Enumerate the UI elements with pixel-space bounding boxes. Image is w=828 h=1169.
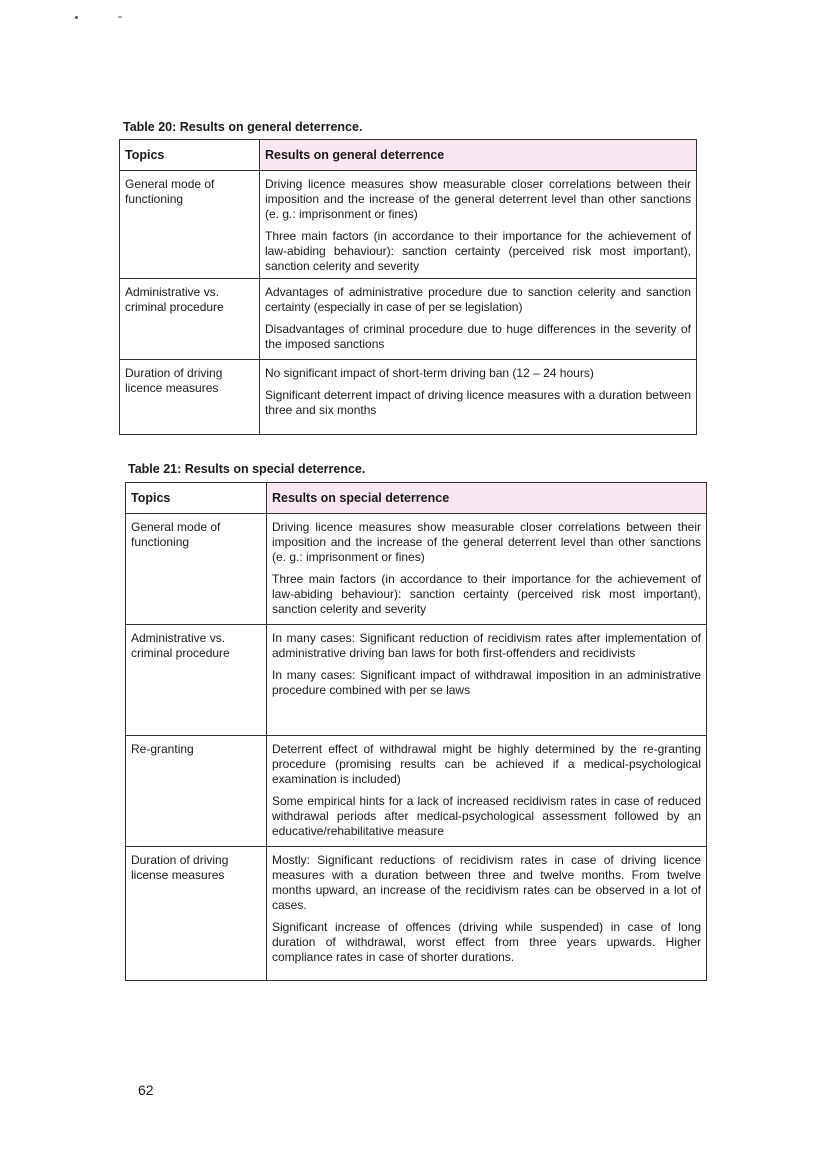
results-cell (267, 736, 707, 847)
page-number: 62 (138, 1082, 154, 1098)
topic-cell: General mode of functioning (120, 171, 260, 279)
result-paragraph: Mostly: Significant reductions of recidivism rates in case of driving licence measures with a duration between three and twelve months. From twelve months upward, an increase of the recidivism rates can be observed in a lot of cases. (272, 853, 701, 912)
result-paragraph: Disadvantages of criminal procedure due to huge differences in the severity of the imposed sanctions (265, 322, 691, 351)
table-row (126, 736, 707, 847)
topic-cell: Re-granting (126, 736, 267, 847)
table-20-header-row (120, 140, 697, 171)
table-row (120, 360, 697, 435)
results-cell (267, 514, 707, 625)
results-cell (260, 171, 697, 279)
result-paragraph: Three main factors (in accordance to their importance for the achievement of law-abiding behaviour): sanction certainty (perceived risk most important), sanction celerity and severity (272, 572, 701, 616)
topic-cell: Duration of driving licence measures (120, 360, 260, 435)
topic-cell: Administrative vs. criminal procedure (120, 279, 260, 360)
scan-speck (75, 16, 78, 19)
table-row (120, 171, 697, 279)
result-paragraph: Deterrent effect of withdrawal might be highly determined by the re-granting procedure (promising results can be achieved if a medical-psychological examination is included) (272, 742, 701, 786)
table-row (120, 279, 697, 360)
table-21-header-row (126, 483, 707, 514)
table-20-header-topics: Topics (120, 140, 260, 171)
results-cell (267, 847, 707, 981)
table-row (126, 514, 707, 625)
table-20-caption: Table 20: Results on general deterrence. (123, 120, 363, 134)
results-cell (267, 625, 707, 736)
table-21-caption: Table 21: Results on special deterrence. (128, 462, 366, 476)
scan-speck (118, 16, 122, 18)
result-paragraph: In many cases: Significant impact of withdrawal imposition in an administrative procedure combined with per se laws (272, 668, 701, 697)
result-paragraph: Advantages of administrative procedure due to sanction celerity and sanction certainty (especially in case of per se legislation) (265, 285, 691, 314)
results-cell (260, 279, 697, 360)
result-paragraph: Driving licence measures show measurable closer correlations between their imposition and the increase of the general deterrent level than other sanctions (e. g.: imprisonment or fines) (272, 520, 701, 564)
topic-cell: Duration of driving license measures (126, 847, 267, 981)
topic-cell: General mode of functioning (126, 514, 267, 625)
result-paragraph: Three main factors (in accordance to their importance for the achievement of law-abiding behaviour): sanction certainty (perceived risk most important), sanction celerity and severity (265, 229, 691, 273)
result-paragraph: Significant increase of offences (driving while suspended) in case of long duration of withdrawal, worst effect from three years upwards. Higher compliance rates in case of shorter durations. (272, 920, 701, 964)
result-paragraph: Driving licence measures show measurable closer correlations between their imposition and the increase of the general deterrent level than other sanctions (e. g.: imprisonment or fines) (265, 177, 691, 221)
table-20-header-results: Results on general deterrence (260, 140, 697, 171)
topic-cell: Administrative vs. criminal procedure (126, 625, 267, 736)
table-row (126, 625, 707, 736)
table-21-header-results: Results on special deterrence (267, 483, 707, 514)
result-paragraph: Significant deterrent impact of driving licence measures with a duration between three and six months (265, 388, 691, 417)
result-paragraph: No significant impact of short-term driving ban (12 – 24 hours) (265, 366, 594, 380)
results-cell (260, 360, 697, 435)
result-paragraph: Some empirical hints for a lack of increased recidivism rates in case of reduced withdrawal periods after medical-psychological assessment followed by an educative/rehabilitative measure (272, 794, 701, 838)
table-21-header-topics: Topics (126, 483, 267, 514)
table-21 (125, 482, 707, 981)
table-20 (119, 139, 697, 435)
table-row (126, 847, 707, 981)
result-paragraph: In many cases: Significant reduction of recidivism rates after implementation of administrative driving ban laws for both first-offenders and recidivists (272, 631, 701, 660)
